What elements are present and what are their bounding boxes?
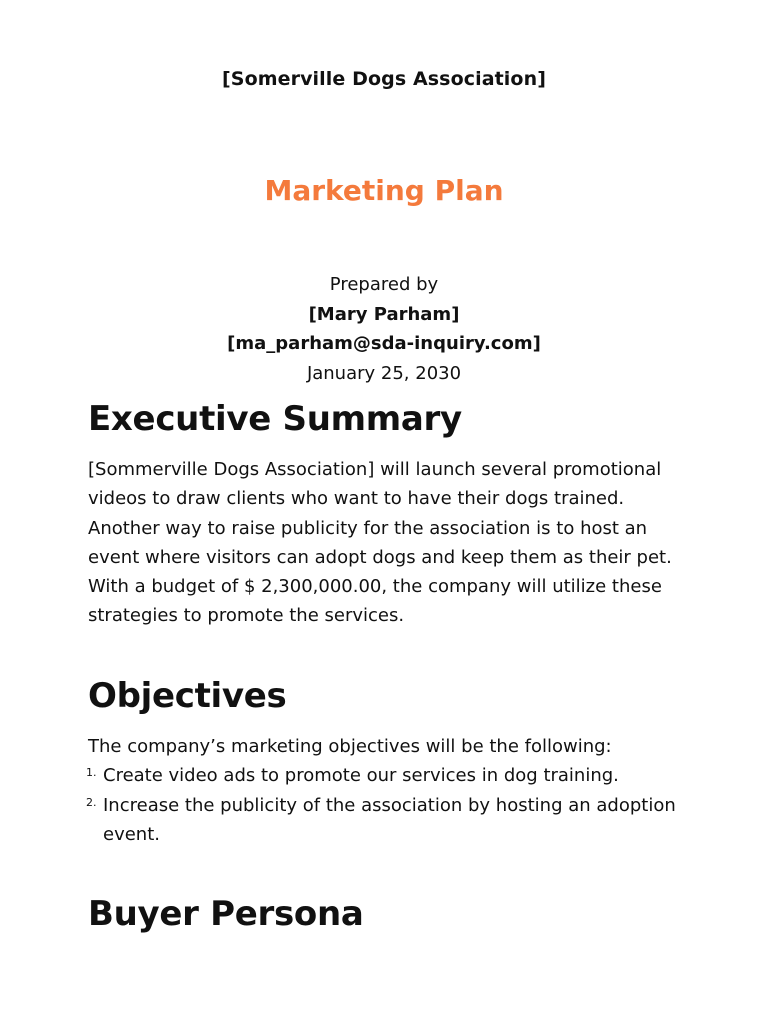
author-email: [ma_parham@sda-inquiry.com] [227,333,541,354]
prepared-by-label: Prepared by [329,274,439,295]
document-title: Marketing Plan [264,174,504,207]
objectives-heading: Objectives [88,676,287,716]
organization-name: [Somerville Dogs Association] [222,68,546,90]
list-item [88,791,688,850]
prepared-by-block [0,270,768,388]
author-name: [Mary Parham] [308,303,460,325]
document-date: January 25, 2030 [306,362,462,384]
executive-summary-section [88,399,688,631]
list-item-text: Create video ads to promote our services in dog training. [103,765,619,787]
buyer-persona-heading: Buyer Persona [88,894,364,934]
executive-summary-body: [Sommerville Dogs Association] will launch several promotional videos to draw clients who want to have their dogs trained. Another way to raise publicity for the association is to host an event where visitors can adopt dogs and keep them as their pet. With a budget of $ 2,300,000.00, the company will utilize these strategies to promote the services. [88,459,672,627]
buyer-persona-section [88,894,688,934]
list-item [88,761,688,790]
objectives-section [88,676,688,849]
list-item-text: Increase the publicity of the association by hosting an adoption event. [103,794,676,845]
list-item-number: 1. [86,766,97,780]
objectives-list [88,761,688,849]
objectives-intro: The company’s marketing objectives will be the following: [88,736,612,757]
list-item-number: 2. [86,795,97,809]
executive-summary-heading: Executive Summary [88,399,462,439]
